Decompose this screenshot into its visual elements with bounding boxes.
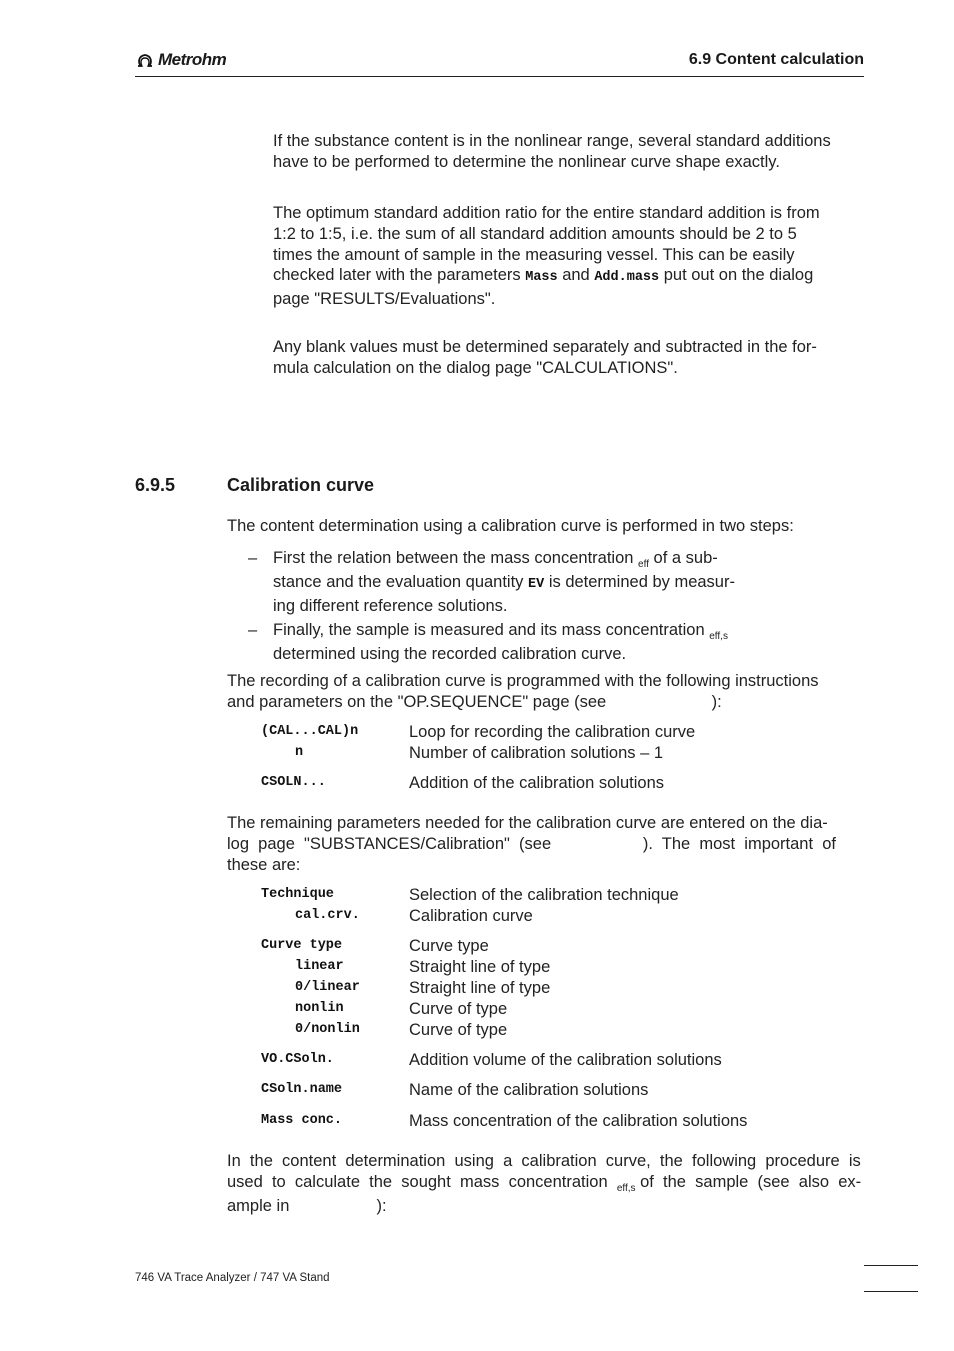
text-span: Finally, the sample is measured and its mass concentration [273, 621, 710, 639]
text-line [273, 572, 735, 596]
text-line: mula calculation on the dialog page "CALCULATIONS". [273, 358, 678, 377]
header-divider [135, 76, 864, 77]
param-row [261, 936, 489, 957]
bullet-item-2 [273, 620, 728, 665]
param-desc: Calibration curve [409, 907, 533, 925]
param-row [261, 978, 550, 999]
text-line: The recording of a calibration curve is programmed with the following instructions [227, 672, 819, 690]
param-row [261, 1020, 507, 1041]
param-row [261, 773, 664, 794]
subscript: eff,s [616, 1182, 636, 1194]
param-desc: Straight line of type [409, 958, 551, 976]
text-span: of the sample (see also ex- [635, 1172, 862, 1191]
param-desc: Number of calibration solutions – 1 [409, 744, 664, 762]
text-span: First the relation between the mass concentration [273, 549, 639, 567]
text-span: is determined by measur- [544, 572, 735, 591]
text-span: of a sub- [648, 549, 718, 567]
text-line: these are: [227, 855, 301, 874]
param-mass: Mass [525, 270, 558, 286]
param-row [261, 722, 695, 743]
section-number: 6.9.5 [135, 475, 176, 495]
param-row [261, 1050, 722, 1071]
param-row [261, 1080, 648, 1101]
param-add-mass: Add.mass [594, 270, 660, 286]
text-line: times the amount of sample in the measuring vessel. This can be easily [273, 245, 795, 264]
text-line: and parameters on the "OP.SEQUENCE" page (see ): [227, 692, 722, 711]
param-row [261, 743, 663, 764]
param-row [261, 906, 533, 927]
running-header-title: 6.9 Content calculation [688, 51, 864, 68]
param-desc: Curve type [409, 937, 489, 955]
footer-divider [864, 1291, 918, 1292]
param-row [261, 999, 507, 1020]
param-desc: Curve of type [409, 1000, 508, 1018]
param-key: 0/linear [295, 980, 360, 995]
param-key: VO.CSoln. [261, 1052, 334, 1067]
text-span: used to calculate the sought mass concentration [227, 1172, 617, 1191]
param-desc: Addition volume of the calibration solutions [409, 1051, 722, 1069]
param-key: Curve type [261, 938, 343, 953]
param-key: CSOLN... [261, 775, 326, 790]
param-key: 0/nonlin [295, 1022, 360, 1037]
text-line: In the content determination using a calibration curve, the following procedure is [227, 1152, 861, 1170]
section-title: Calibration curve [227, 475, 375, 495]
text-line: 1:2 to 1:5, i.e. the sum of all standard addition amounts should be 2 to 5 [273, 224, 797, 243]
text-line: The remaining parameters needed for the calibration curve are entered on the dia- [227, 814, 828, 832]
footer-product-name: 746 VA Trace Analyzer / 747 VA Stand [135, 1272, 330, 1284]
text-span: checked later with the parameters [273, 266, 526, 285]
text-line [273, 265, 820, 289]
bullet-dash: – [248, 549, 258, 567]
param-key: Mass conc. [261, 1113, 343, 1128]
param-key: cal.crv. [295, 908, 360, 923]
footer-divider [864, 1265, 918, 1266]
param-row [261, 885, 679, 906]
param-key: linear [295, 959, 344, 974]
text-line: log page "SUBSTANCES/Calibration" (see ). The most important of [227, 834, 837, 853]
text-span: put out on the dialog [659, 266, 814, 285]
param-key: nonlin [295, 1001, 344, 1016]
param-row [261, 957, 550, 978]
brand-name: Metrohm [158, 50, 227, 69]
bullet-item-1 [273, 548, 735, 616]
text-line: Any blank values must be determined separately and subtracted in the for- [273, 338, 817, 356]
text-span: and [557, 266, 595, 285]
param-row [261, 1111, 747, 1132]
text-line: If the substance content is in the nonlinear range, several standard additions [273, 132, 831, 150]
param-desc: Loop for recording the calibration curve [409, 723, 696, 741]
subscript: eff,s [709, 631, 728, 642]
remaining-paragraph [227, 813, 864, 875]
param-desc: Straight line of type [409, 979, 551, 997]
bullet-dash: – [248, 621, 258, 639]
intro-paragraph-3 [273, 337, 817, 379]
param-desc: Curve of type [409, 1021, 508, 1039]
intro-paragraph-1 [273, 131, 831, 173]
text-line [273, 620, 728, 644]
procedure-paragraph [227, 1151, 864, 1216]
param-ev: EV [528, 576, 545, 592]
text-line: The optimum standard addition ratio for the entire standard addition is from [273, 204, 820, 222]
text-line: ample in ): [227, 1196, 387, 1215]
param-key: CSoln.name [261, 1082, 343, 1097]
param-key: Technique [261, 887, 334, 902]
param-desc: Addition of the calibration solutions [409, 774, 664, 792]
param-key: n [295, 745, 304, 760]
calibration-lead: The content determination using a calibration curve is performed in two steps: [227, 517, 794, 535]
text-line: ing different reference solutions. [273, 596, 508, 615]
text-line [273, 548, 735, 572]
text-line [227, 1172, 864, 1196]
metrohm-omega-icon [135, 50, 155, 70]
brand-logo [135, 50, 226, 70]
text-span: stance and the evaluation quantity [273, 572, 529, 591]
param-desc: Selection of the calibration technique [409, 886, 679, 904]
subscript: eff [638, 559, 649, 570]
param-desc: Name of the calibration solutions [409, 1081, 649, 1099]
text-line: have to be performed to determine the nonlinear curve shape exactly. [273, 152, 780, 171]
intro-paragraph-2 [273, 203, 820, 310]
recording-paragraph [227, 671, 864, 713]
param-desc: Mass concentration of the calibration solutions [409, 1112, 748, 1130]
text-line: determined using the recorded calibration curve. [273, 644, 627, 663]
text-line: page "RESULTS/Evaluations". [273, 290, 496, 309]
param-key: (CAL...CAL)n [261, 724, 359, 739]
